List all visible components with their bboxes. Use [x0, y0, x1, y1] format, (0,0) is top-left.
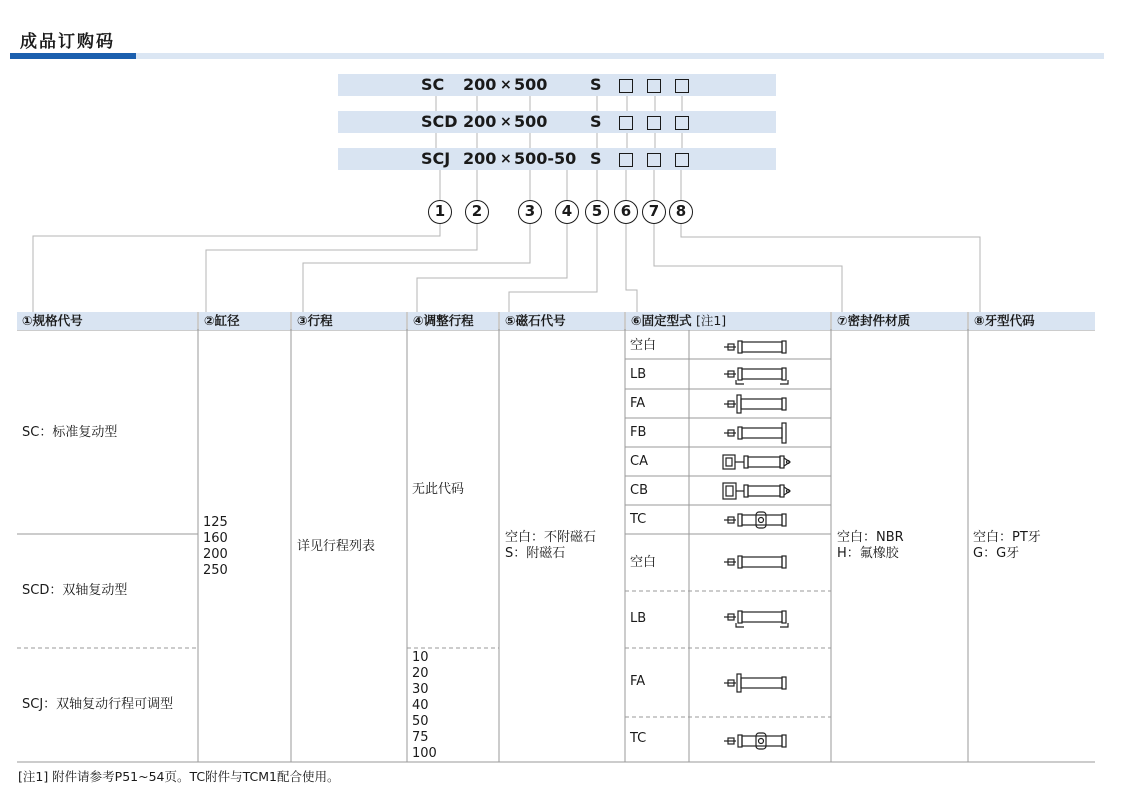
code-stroke: 500 — [514, 75, 548, 94]
code-stroke: 500-50 — [514, 149, 577, 168]
code-times: × — [500, 114, 512, 130]
adjust-value: 50 — [412, 714, 429, 729]
spec-scj: SCJ：双轴复动行程可调型 — [22, 697, 174, 712]
thread-g: G：G牙 — [973, 546, 1020, 561]
code-band-scd — [338, 111, 776, 133]
seal-nbr: 空白：NBR — [837, 530, 904, 545]
code-magnet: S — [590, 149, 602, 168]
cylinder-trunnion-icon — [722, 730, 794, 752]
circle-number-5: 5 — [585, 200, 609, 224]
circle-number-3: 3 — [518, 200, 542, 224]
footnote: [注1] 附件请参考P51~54页。TC附件与TCM1配合使用。 — [18, 769, 340, 784]
header-bore: ②缸径 — [199, 312, 290, 330]
cylinder-basic-icon — [722, 551, 794, 573]
adjust-value: 40 — [412, 698, 429, 713]
code-prefix: SC — [421, 75, 445, 94]
header-mounting — [626, 312, 830, 330]
code-stroke: 500 — [514, 112, 548, 131]
cylinder-foot-icon — [722, 364, 794, 386]
code-box-seal — [647, 116, 661, 130]
code-box-thread — [675, 79, 689, 93]
cylinder-single-clevis-icon — [722, 451, 794, 473]
spec-scd: SCD：双轴复动型 — [22, 583, 128, 598]
circle-number-7: 7 — [642, 200, 666, 224]
adjust-value: 75 — [412, 730, 429, 745]
header-spec-code: ①规格代号 — [17, 312, 197, 330]
code-times: × — [500, 77, 512, 93]
mount-label: TC — [630, 512, 647, 527]
bore-value: 250 — [203, 563, 228, 578]
header-stroke: ③行程 — [292, 312, 406, 330]
circle-number-1: 1 — [428, 200, 452, 224]
code-box-thread — [675, 116, 689, 130]
code-box-mount — [619, 116, 633, 130]
mount-label: FA — [630, 674, 646, 689]
bore-value: 160 — [203, 531, 228, 546]
cylinder-basic-icon — [722, 336, 794, 358]
adjust-value: 20 — [412, 666, 429, 681]
code-magnet: S — [590, 112, 602, 131]
cylinder-foot-icon — [722, 607, 794, 629]
code-band-sc — [338, 74, 776, 96]
thread-pt: 空白：PT牙 — [973, 530, 1041, 545]
mount-label: 空白 — [630, 555, 657, 570]
cylinder-rear-flange-icon — [722, 422, 794, 444]
code-box-mount — [619, 153, 633, 167]
mount-label: 空白 — [630, 338, 657, 353]
mount-label: LB — [630, 611, 647, 626]
circle-number-4: 4 — [555, 200, 579, 224]
code-times: × — [500, 151, 512, 167]
code-bore: 200 — [463, 149, 497, 168]
seal-fkm: H：氟橡胶 — [837, 546, 899, 561]
header-mounting-label: ⑥固定型式 — [631, 313, 692, 328]
adjust-value: 100 — [412, 746, 437, 761]
adjust-none: 无此代码 — [412, 482, 465, 497]
cylinder-front-flange-icon — [722, 393, 794, 415]
bore-value: 200 — [203, 547, 228, 562]
mount-label: FB — [630, 425, 647, 440]
mount-label: FA — [630, 396, 646, 411]
circle-number-2: 2 — [465, 200, 489, 224]
stroke-note: 详见行程列表 — [297, 539, 376, 554]
code-prefix: SCJ — [421, 149, 451, 168]
mount-label: TC — [630, 731, 647, 746]
bore-value: 125 — [203, 515, 228, 530]
code-bore: 200 — [463, 75, 497, 94]
cylinder-front-flange-icon — [722, 672, 794, 694]
header-seal-material: ⑦密封件材质 — [832, 312, 967, 330]
code-box-seal — [647, 79, 661, 93]
magnet-none: 空白：不附磁石 — [505, 530, 597, 545]
spec-sc: SC：标准复动型 — [22, 425, 118, 440]
mount-label: CA — [630, 454, 648, 469]
adjust-value: 30 — [412, 682, 429, 697]
code-bore: 200 — [463, 112, 497, 131]
magnet-with: S：附磁石 — [505, 546, 566, 561]
code-box-thread — [675, 153, 689, 167]
code-magnet: S — [590, 75, 602, 94]
header-mounting-note: [注1] — [695, 313, 727, 328]
code-box-mount — [619, 79, 633, 93]
page-title: 成品订购码 — [20, 32, 115, 52]
adjust-value: 10 — [412, 650, 429, 665]
header-adjust-stroke: ④调整行程 — [408, 312, 498, 330]
cylinder-double-clevis-icon — [722, 480, 794, 502]
code-prefix: SCD — [421, 112, 458, 131]
cylinder-trunnion-icon — [722, 509, 794, 531]
circle-number-8: 8 — [669, 200, 693, 224]
mount-label: LB — [630, 367, 647, 382]
header-magnet: ⑤磁石代号 — [500, 312, 624, 330]
header-thread-code: ⑧牙型代码 — [969, 312, 1095, 330]
code-box-seal — [647, 153, 661, 167]
mount-label: CB — [630, 483, 648, 498]
circle-number-6: 6 — [614, 200, 638, 224]
